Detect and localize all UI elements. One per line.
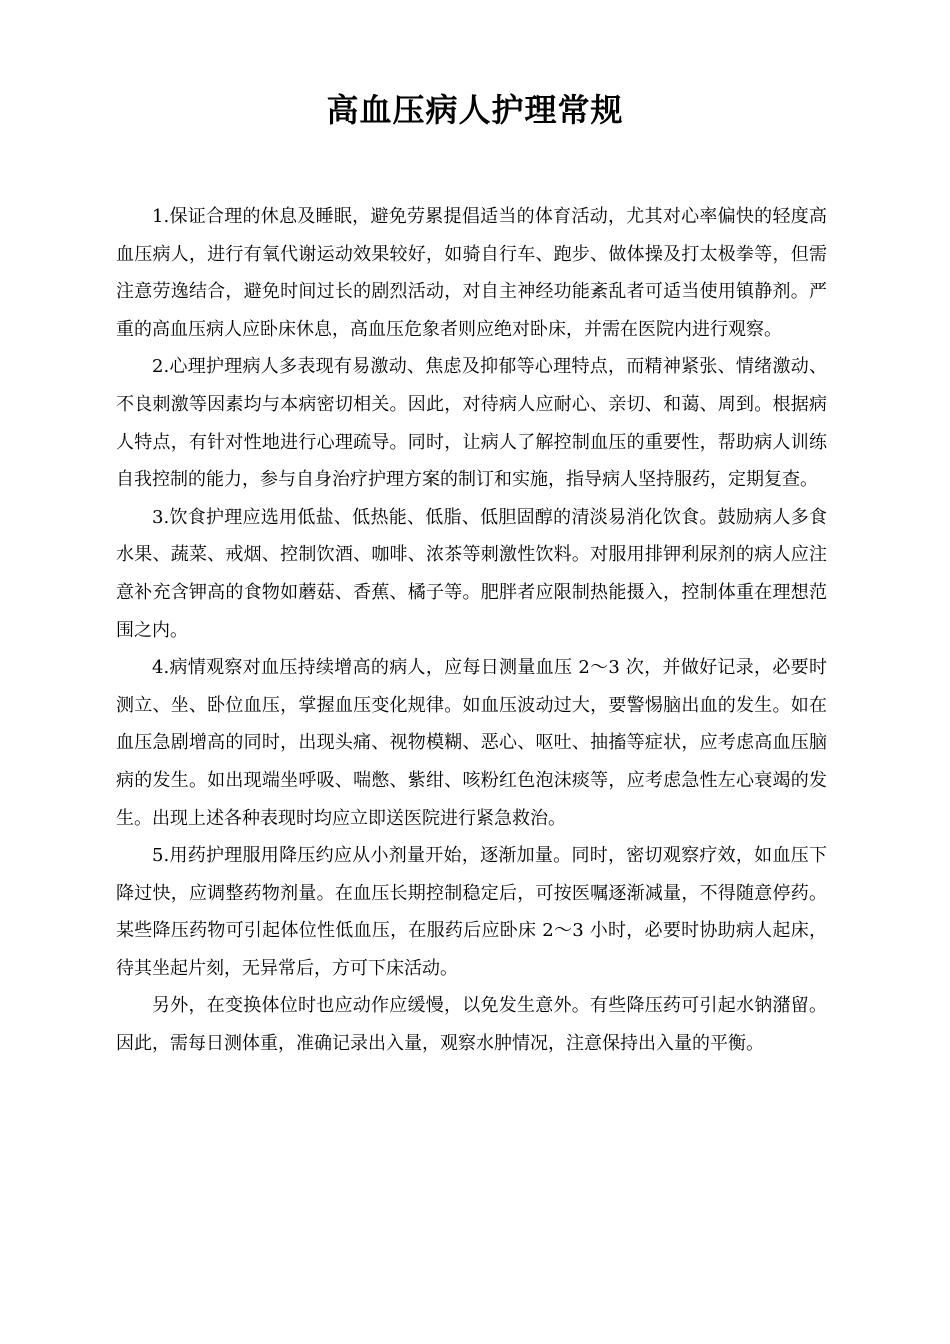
- paragraph-additional-notes: 另外，在变换体位时也应动作应缓慢，以免发生意外。有些降压药可引起水钠潴留。因此，需每日测体重，准确记录出入量，观察水肿情况，注意保持出入量的平衡。: [116, 995, 827, 1055]
- paragraph-observation: 4.病情观察对血压持续增高的病人，应每日测量血压 2～3 次，并做好记录，必要时测立、坐、卧位血压，掌握血压变化规律。如血压波动过大，要警惕脑出血的发生。如在血压急剧增高的同时，出现头痛、视物模糊、恶心、呕吐、抽搐等症状，应考虑高血压脑病的发生。如出现端坐呼吸、喘憋、紫绀、咳粉红色泡沫痰等，应考虑急性左心衰竭的发生。出现上述各种表现时均应立即送医院进行紧急救治。: [116, 657, 827, 829]
- document-body: [116, 198, 827, 1063]
- paragraph-psychological-care: 2.心理护理病人多表现有易激动、焦虑及抑郁等心理特点，而精神紧张、情绪激动、不良刺激等因素均与本病密切相关。因此，对待病人应耐心、亲切、和蔼、周到。根据病人特点，有针对性地进行心理疏导。同时，让病人了解控制血压的重要性，帮助病人训练自我控制的能力，参与自身治疗护理方案的制订和实施，指导病人坚持服药，定期复查。: [116, 356, 827, 491]
- paragraph-diet-care: 3.饮食护理应选用低盐、低热能、低脂、低胆固醇的清淡易消化饮食。鼓励病人多食水果、蔬菜、戒烟、控制饮酒、咖啡、浓茶等刺激性饮料。对服用排钾利尿剂的病人应注意补充含钾高的食物如蘑菇、香蕉、橘子等。肥胖者应限制热能摄入，控制体重在理想范围之内。: [116, 506, 827, 641]
- paragraph-medication-care: 5.用药护理服用降压约应从小剂量开始，逐渐加量。同时，密切观察疗效，如血压下降过快，应调整药物剂量。在血压长期控制稳定后，可按医嘱逐渐减量，不得随意停药。某些降压药物可引起体位性低血压，在服药后应卧床 2～3 小时，必要时协助病人起床，待其坐起片刻，无异常后，方可下床活动。: [116, 845, 827, 979]
- paragraph-rest: 1.保证合理的休息及睡眠，避免劳累提倡适当的体育活动，尤其对心率偏快的轻度高血压病人，进行有氧代谢运动效果较好，如骑自行车、跑步、做体操及打太极拳等，但需注意劳逸结合，避免时间过长的剧烈活动，对自主神经功能紊乱者可适当使用镇静剂。严重的高血压病人应卧床休息，高血压危象者则应绝对卧床，并需在医院内进行观察。: [116, 206, 827, 340]
- document-title: 高血压病人护理常规: [326, 91, 624, 129]
